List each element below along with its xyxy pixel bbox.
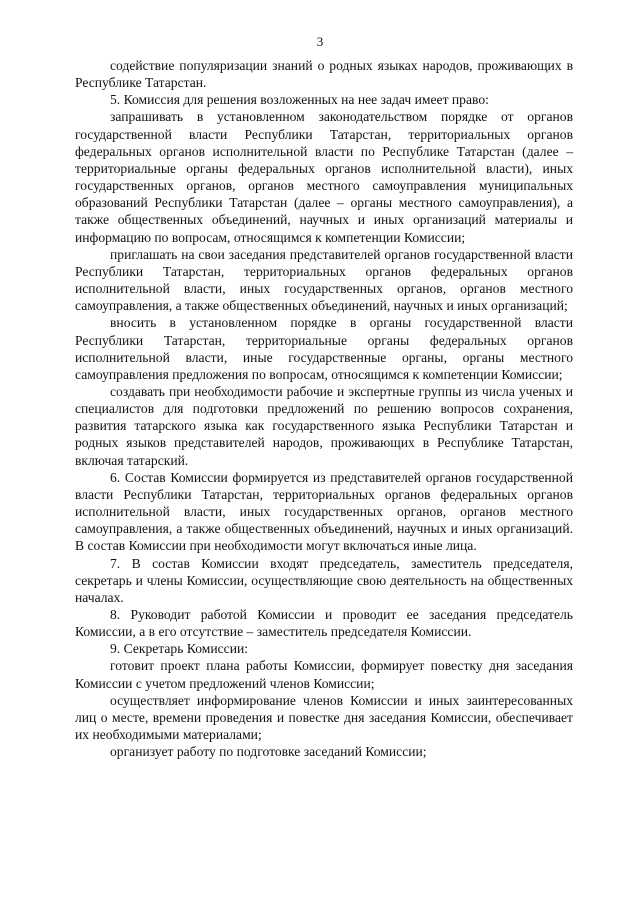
paragraph: организует работу по подготовке заседаний Комиссии; bbox=[110, 744, 427, 760]
paragraph: содействие популяризации знаний о родных языках народов, проживающих в Республике Татарстан. bbox=[75, 58, 573, 91]
paragraph: создавать при необходимости рабочие и экспертные группы из числа ученых и специалистов для подготовки предложений по решению вопросов сохранения, развития татарского языка как государственного языка Республики Татарстан и родных языков представителей народов, проживающих в Республике Татарстан, включая татарский. bbox=[75, 383, 573, 468]
page-number: 3 bbox=[316, 34, 324, 49]
paragraph: 6. Состав Комиссии формируется из представителей органов государственной власти Республики Татарстан, территориальных органов федеральных органов исполнительной власти, иных государственных органов, органов местного самоуправления, а также общественных объединений, научных и иных организаций. В состав Комиссии при необходимости могут включаться иные лица. bbox=[75, 469, 573, 554]
paragraph: запрашивать в установленном законодательством порядке от органов государственной власти Республики Татарстан, территориальных органов федеральных органов исполнительной власти по Республике Татарстан (далее – территориальные органы федеральных органов исполнительной власти), иных государственных органов, органов местного самоуправления муниципальных образований Республики Татарстан (далее – органы местного самоуправления), а также общественных объединений, научных и иных организаций материалы и информацию по вопросам, относящимся к компетенции Комиссии; bbox=[75, 109, 573, 245]
paragraph: приглашать на свои заседания представителей органов государственной власти Республики Татарстан, территориальных органов федеральных органов исполнительной власти, иных государственных органов, органов местного самоуправления, а также общественных объединений, научных и иных организаций; bbox=[75, 246, 573, 314]
paragraph: 7. В состав Комиссии входят председатель, заместитель председателя, секретарь и члены Комиссии, осуществляющие свою деятельность на общественных началах. bbox=[75, 555, 573, 605]
paragraph: вносить в установленном порядке в органы государственной власти Республики Татарстан, территориальные органы федеральных органов исполнительной власти, иные государственные органы, органы местного самоуправления предложения по вопросам, относящимся к компетенции Комиссии; bbox=[75, 315, 573, 382]
paragraph: готовит проект плана работы Комиссии, формирует повестку дня заседания Комиссии с учетом предложений членов Комиссии; bbox=[75, 658, 573, 691]
document-body bbox=[75, 57, 573, 760]
paragraph: осуществляет информирование членов Комиссии и иных заинтересованных лиц о месте, времени проведения и повестке дня заседания Комиссии, обеспечивает их необходимыми материалами; bbox=[75, 692, 573, 743]
paragraph: 5. Комиссия для решения возложенных на нее задач имеет право: bbox=[110, 92, 489, 108]
paragraph: 9. Секретарь Комиссии: bbox=[110, 641, 249, 657]
paragraph: 8. Руководит работой Комиссии и проводит ее заседания председатель Комиссии, а в его отсутствие – заместитель председателя Комиссии. bbox=[75, 607, 573, 640]
